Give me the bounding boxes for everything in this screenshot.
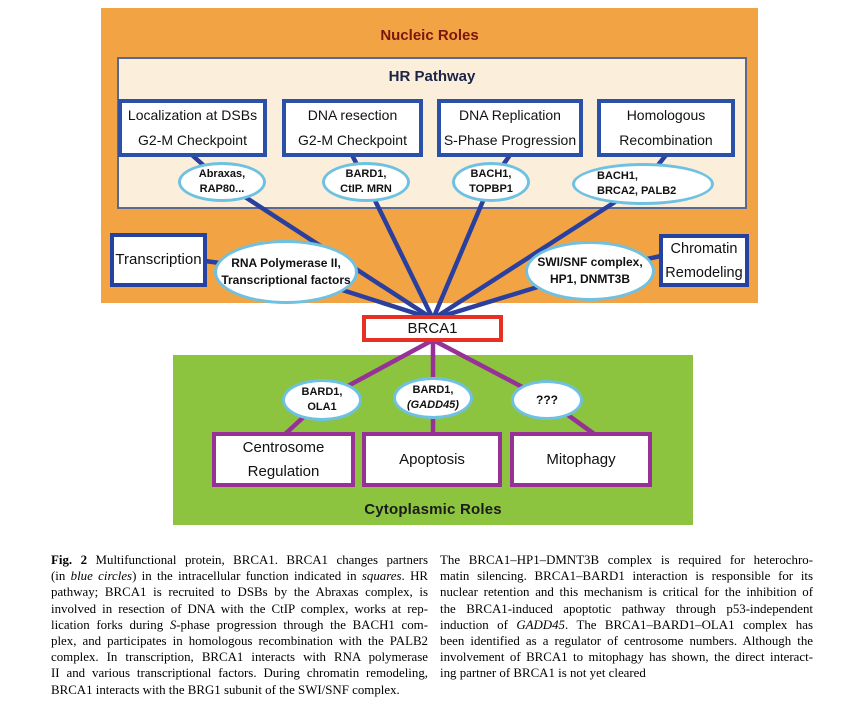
ellipse-bach1-topbp1: [452, 162, 530, 202]
ellipse-label: Abraxas,: [198, 168, 246, 180]
ellipse-label: (GADD45): [407, 399, 459, 411]
ellipse-label: RNA Polymerase II,: [231, 256, 341, 270]
hr-box-label: Homologous: [626, 107, 706, 123]
caption-line: [51, 617, 428, 633]
hr-pathway-title: HR Pathway: [388, 68, 476, 85]
transcription-box: [110, 233, 207, 287]
caption-line: [440, 568, 813, 584]
chromatin-remodeling-box: [659, 234, 749, 287]
cyto-box-label: Centrosome: [242, 438, 325, 456]
hr-box-label: S-Phase Progression: [443, 132, 577, 148]
hr-box-label: G2-M Checkpoint: [298, 132, 407, 148]
ellipse-label: HP1, DNMT3B: [549, 272, 630, 286]
caption-line: [51, 665, 428, 681]
caption-text-segment: nuclear retention and this mechanism is critical for the inhibition of: [440, 585, 813, 600]
brca1-label: BRCA1: [407, 320, 458, 337]
caption-text-segment: (in: [51, 569, 71, 584]
hr-box-label: Localization at DSBs: [127, 107, 258, 123]
chromatin-label: Chromatin: [670, 240, 738, 257]
caption-column-right: [440, 552, 813, 682]
caption-line: [440, 633, 813, 649]
chromatin-label: Remodeling: [665, 264, 743, 281]
cyto-box-label: Mitophagy: [546, 450, 616, 468]
ellipse-bard1-gadd45: [393, 377, 473, 419]
hr-box-label: DNA Replication: [459, 107, 561, 123]
ellipse-label: Transcriptional factors: [221, 273, 351, 287]
ellipse-label: BARD1,: [301, 386, 343, 398]
caption-text-segment: GADD45: [516, 617, 566, 632]
centrosome-regulation-box: [212, 432, 355, 487]
caption-line: [51, 601, 428, 617]
caption-line: [51, 568, 428, 584]
hr-box-homologous-recombination: [597, 99, 735, 157]
caption-line: [440, 584, 813, 600]
ellipse-label: ???: [536, 392, 558, 407]
ellipse-rna-polymerase: [214, 240, 358, 304]
caption-text-segment: -phase progression through the BACH1 com-: [176, 617, 428, 632]
caption-text-segment: induction of: [440, 617, 517, 632]
caption-text-segment: involvement of BRCA1 to mitophagy has shown, the direct interact-: [440, 650, 813, 665]
caption-text-segment: . HR: [401, 569, 428, 584]
ellipse-label: RAP80...: [199, 183, 245, 195]
ellipse-swi-snf: [525, 241, 655, 301]
transcription-label: Transcription: [115, 251, 202, 268]
ellipse-label: TOPBP1: [469, 183, 513, 195]
caption-text-segment: complex. In transcription, BRCA1 interacts with RNA polymerase: [51, 650, 428, 665]
caption-text-segment: been identified as a regulator of centrosome numbers. Although the: [440, 634, 813, 649]
hr-box-dna-replication: [437, 99, 583, 157]
ellipse-label: BARD1,: [345, 168, 387, 180]
ellipse-label: SWI/SNF complex,: [537, 255, 643, 269]
brca1-box: [362, 315, 503, 342]
caption-line: [51, 682, 428, 698]
caption-text-segment: Fig. 2: [51, 553, 88, 567]
cytoplasmic-roles-title: Cytoplasmic Roles: [364, 501, 502, 518]
ellipse-bard1-ctip-mrn: [322, 162, 410, 202]
caption-text-segment: squares: [361, 569, 402, 584]
ellipse-unknown-partner: [511, 380, 583, 420]
hr-box-label: DNA resection: [307, 107, 398, 123]
figure-caption: [51, 552, 813, 702]
apoptosis-box: [362, 432, 502, 487]
caption-text-segment: ing partner of BRCA1 is not yet cleared: [440, 666, 646, 681]
caption-line: [440, 617, 813, 633]
caption-line: [440, 649, 813, 665]
caption-text-segment: blue circles: [70, 569, 133, 584]
mitophagy-box: [510, 432, 652, 487]
ellipse-label: OLA1: [307, 401, 337, 413]
hr-box-localization-dsbs: [118, 99, 267, 157]
caption-text-segment: pathway; BRCA1 is recruited to DSBs by the Abraxas complex, is: [51, 585, 428, 600]
caption-line: [440, 601, 813, 617]
caption-text-segment: involved in resection of DNA with the CtIP complex, works at rep-: [51, 601, 428, 616]
caption-line: [51, 633, 428, 649]
caption-line: [51, 552, 428, 568]
caption-text-segment: The BRCA1–HP1–DMNT3B complex is required for heterochro-: [440, 553, 813, 567]
caption-text-segment: S: [169, 617, 177, 632]
caption-line: [51, 584, 428, 600]
caption-text-segment: BRCA1 interacts with the BRG1 subunit of the SWI/SNF complex.: [51, 682, 400, 697]
hr-box-label: Recombination: [619, 132, 713, 148]
ellipse-bach1-brca2-palb2: [572, 163, 714, 205]
cyto-box-label: Regulation: [247, 462, 320, 480]
caption-line: [440, 665, 813, 681]
nucleic-roles-title: Nucleic Roles: [380, 27, 479, 44]
cyto-box-label: Apoptosis: [399, 450, 465, 468]
caption-text-segment: II and various transcriptional factors. During chromatin remodeling,: [51, 666, 428, 681]
hr-box-dna-resection: [282, 99, 423, 157]
caption-line: [51, 649, 428, 665]
ellipse-label: BARD1,: [412, 384, 454, 396]
caption-text-segment: matin silencing. BRCA1–BARD1 interaction is responsible for its: [440, 569, 813, 584]
ellipse-label: CtIP. MRN: [340, 183, 392, 195]
ellipse-abraxas-rap80: [178, 162, 266, 202]
caption-text-segment: Multifunctional protein, BRCA1. BRCA1 changes partners: [87, 553, 428, 567]
caption-column-left: [51, 552, 428, 698]
caption-text-segment: plex, and participates in homologous recombination with the PALB2: [51, 634, 428, 649]
ellipse-label: BACH1,: [470, 168, 512, 180]
caption-text-segment: . The BRCA1–BARD1–OLA1 complex has: [565, 617, 813, 632]
caption-text-segment: the BRCA1-induced apoptotic pathway through p53-independent: [440, 601, 813, 616]
ellipse-label: BACH1,: [597, 170, 638, 182]
caption-text-segment: ) in the intracellular function indicated in: [132, 569, 362, 584]
ellipse-bard1-ola1: [282, 379, 362, 421]
hr-box-label: G2-M Checkpoint: [138, 132, 247, 148]
ellipse-label: BRCA2, PALB2: [597, 185, 677, 197]
caption-line: [440, 552, 813, 568]
caption-text-segment: lication forks during: [51, 617, 170, 632]
